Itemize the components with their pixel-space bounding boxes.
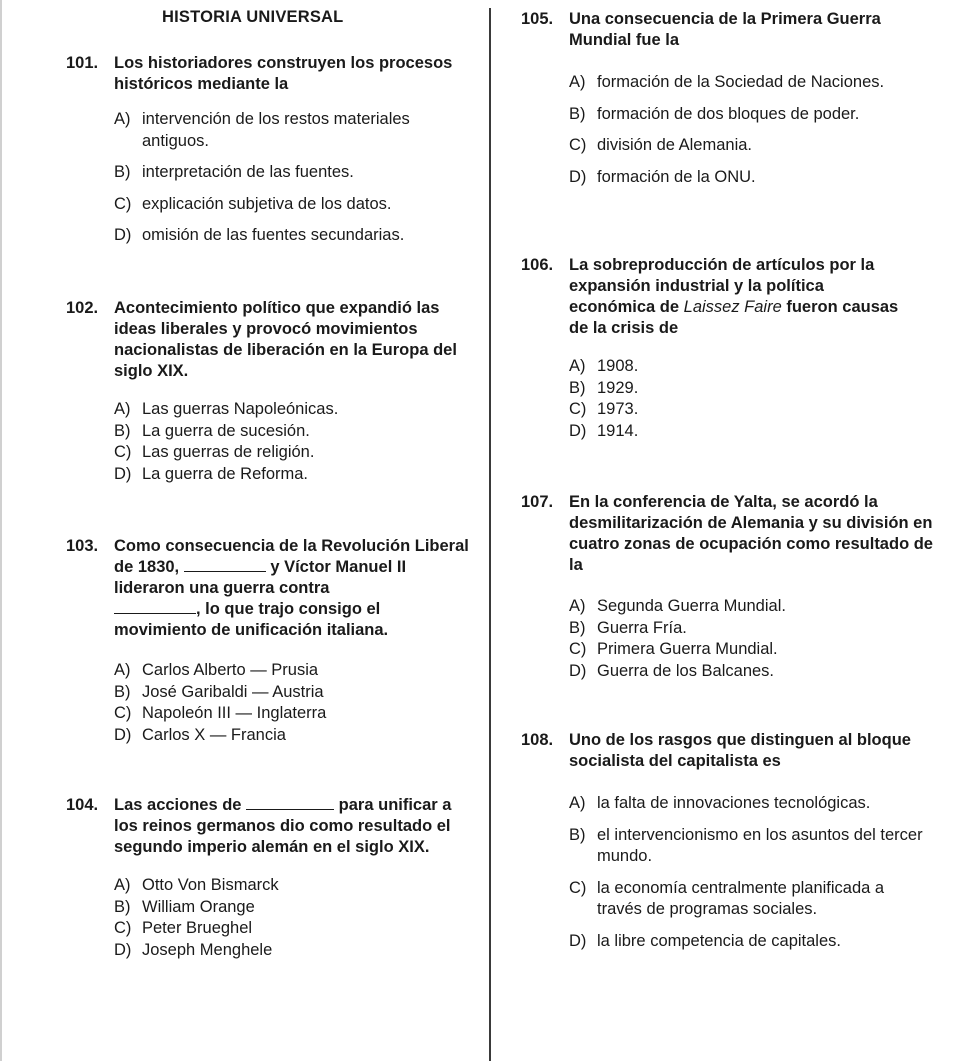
question-text: Una consecuencia de la Primera Guerra Mundial fue la	[569, 10, 881, 49]
question-stem	[521, 492, 951, 576]
option-c[interactable]: C) la economía centralmente planificada a través de programas sociales.	[569, 878, 885, 918]
answer-blank	[114, 599, 196, 614]
question-number: 103.	[66, 537, 99, 555]
option-a[interactable]: A) Segunda Guerra Mundial.	[569, 597, 786, 615]
question-text-part-b: fueron causas de la crisis de	[569, 298, 899, 337]
question-stem	[66, 298, 476, 382]
option-c[interactable]: C) 1973.	[569, 400, 639, 418]
option-c[interactable]: C) división de Alemania.	[569, 136, 753, 154]
question-105	[521, 9, 951, 198]
column-divider	[489, 8, 491, 1061]
option-a[interactable]: A) Carlos Alberto — Prusia	[114, 661, 319, 679]
option-c[interactable]: C) Peter Brueghel	[114, 919, 253, 937]
question-103	[66, 536, 476, 746]
option-c[interactable]: C) Napoleón III — Inglaterra	[114, 704, 327, 722]
option-d[interactable]: D) 1914.	[569, 421, 639, 440]
option-b[interactable]: B) el intervencionismo en los asuntos del tercer mundo.	[569, 825, 923, 865]
question-text: Uno de los rasgos que distinguen al bloque socialista del capitalista es	[569, 731, 911, 770]
question-stem	[66, 536, 476, 641]
option-d[interactable]: D) Carlos X — Francia	[114, 725, 286, 744]
question-stem	[521, 730, 951, 772]
question-stem	[521, 9, 951, 51]
options-list	[521, 72, 951, 188]
option-b[interactable]: B) 1929.	[569, 378, 639, 397]
option-a[interactable]: A) Otto Von Bismarck	[114, 876, 279, 894]
question-number: 105.	[521, 10, 554, 28]
option-d[interactable]: D) La guerra de Reforma.	[114, 464, 309, 483]
option-b[interactable]: B) Guerra Fría.	[569, 618, 687, 637]
question-text-part-b: y Víctor Manuel II lideraron una guerra contra	[114, 558, 407, 597]
option-c[interactable]: C) Primera Guerra Mundial.	[569, 640, 778, 658]
option-b[interactable]: B) La guerra de sucesión.	[114, 421, 310, 440]
question-101	[66, 53, 476, 257]
question-text-part-b: para unificar a los reinos germanos dio como resultado el segundo imperio alemán en el siglo XIX.	[114, 796, 452, 856]
option-b[interactable]: B) José Garibaldi — Austria	[114, 682, 324, 701]
question-106	[521, 255, 951, 442]
answer-blank	[184, 557, 266, 572]
question-number: 102.	[66, 299, 99, 317]
option-a[interactable]: A) la falta de innovaciones tecnológicas.	[569, 794, 871, 812]
section-title: HISTORIA UNIVERSAL	[162, 8, 344, 26]
option-b[interactable]: B) interpretación de las fuentes.	[114, 163, 354, 181]
option-b[interactable]: B) William Orange	[114, 897, 255, 916]
question-text-part-a: Las acciones de	[114, 796, 242, 814]
option-b[interactable]: B) formación de dos bloques de poder.	[569, 104, 860, 123]
question-stem	[521, 255, 951, 339]
question-number: 107.	[521, 493, 554, 511]
option-d[interactable]: D) Guerra de los Balcanes.	[569, 661, 775, 680]
option-a[interactable]: A) formación de la Sociedad de Naciones.	[569, 73, 885, 91]
options-list	[521, 596, 951, 682]
option-c[interactable]: C) Las guerras de religión.	[114, 443, 315, 461]
question-number: 101.	[66, 54, 99, 72]
options-list	[66, 875, 476, 961]
page-left-border	[0, 0, 2, 1061]
option-a[interactable]: A) Las guerras Napoleónicas.	[114, 400, 339, 418]
option-d[interactable]: D) omisión de las fuentes secundarias.	[114, 226, 405, 244]
question-stem	[66, 795, 476, 858]
question-text-part-a: La sobreproducción de artículos por la expansión industrial y la política económica de	[569, 256, 875, 316]
options-list	[66, 109, 476, 247]
question-text-part-c: , lo que trajo consigo el movimiento de unificación italiana.	[114, 600, 389, 639]
question-108	[521, 730, 951, 962]
options-list	[521, 793, 951, 952]
question-number: 104.	[66, 796, 99, 814]
question-text-part-a: Como consecuencia de la Revolución Liberal de 1830,	[114, 537, 469, 576]
question-number: 108.	[521, 731, 554, 749]
option-a[interactable]: A) 1908.	[569, 357, 639, 375]
option-d[interactable]: D) la libre competencia de capitales.	[569, 931, 841, 950]
option-a[interactable]: A) intervención de los restos materiales antiguos.	[114, 110, 410, 150]
option-c[interactable]: C) explicación subjetiva de los datos.	[114, 194, 392, 213]
option-d[interactable]: D) Joseph Menghele	[114, 940, 273, 959]
option-d[interactable]: D) formación de la ONU.	[569, 167, 756, 186]
question-104	[66, 795, 476, 961]
options-list	[521, 356, 951, 442]
options-list	[66, 660, 476, 746]
question-text-italic: Laissez Faire	[683, 298, 782, 316]
question-stem	[66, 53, 476, 95]
question-text: Acontecimiento político que expandió las ideas liberales y provocó movimientos nacionalistas de liberación en la Europa del siglo XIX.	[114, 299, 457, 380]
question-107	[521, 492, 951, 682]
question-text: En la conferencia de Yalta, se acordó la desmilitarización de Alemania y su división en cuatro zonas de ocupación como resultado de la	[569, 493, 933, 574]
answer-blank	[246, 795, 334, 810]
options-list	[66, 399, 476, 485]
question-text: Los historiadores construyen los procesos históricos mediante la	[114, 54, 453, 93]
question-102	[66, 298, 476, 485]
question-number: 106.	[521, 256, 554, 274]
